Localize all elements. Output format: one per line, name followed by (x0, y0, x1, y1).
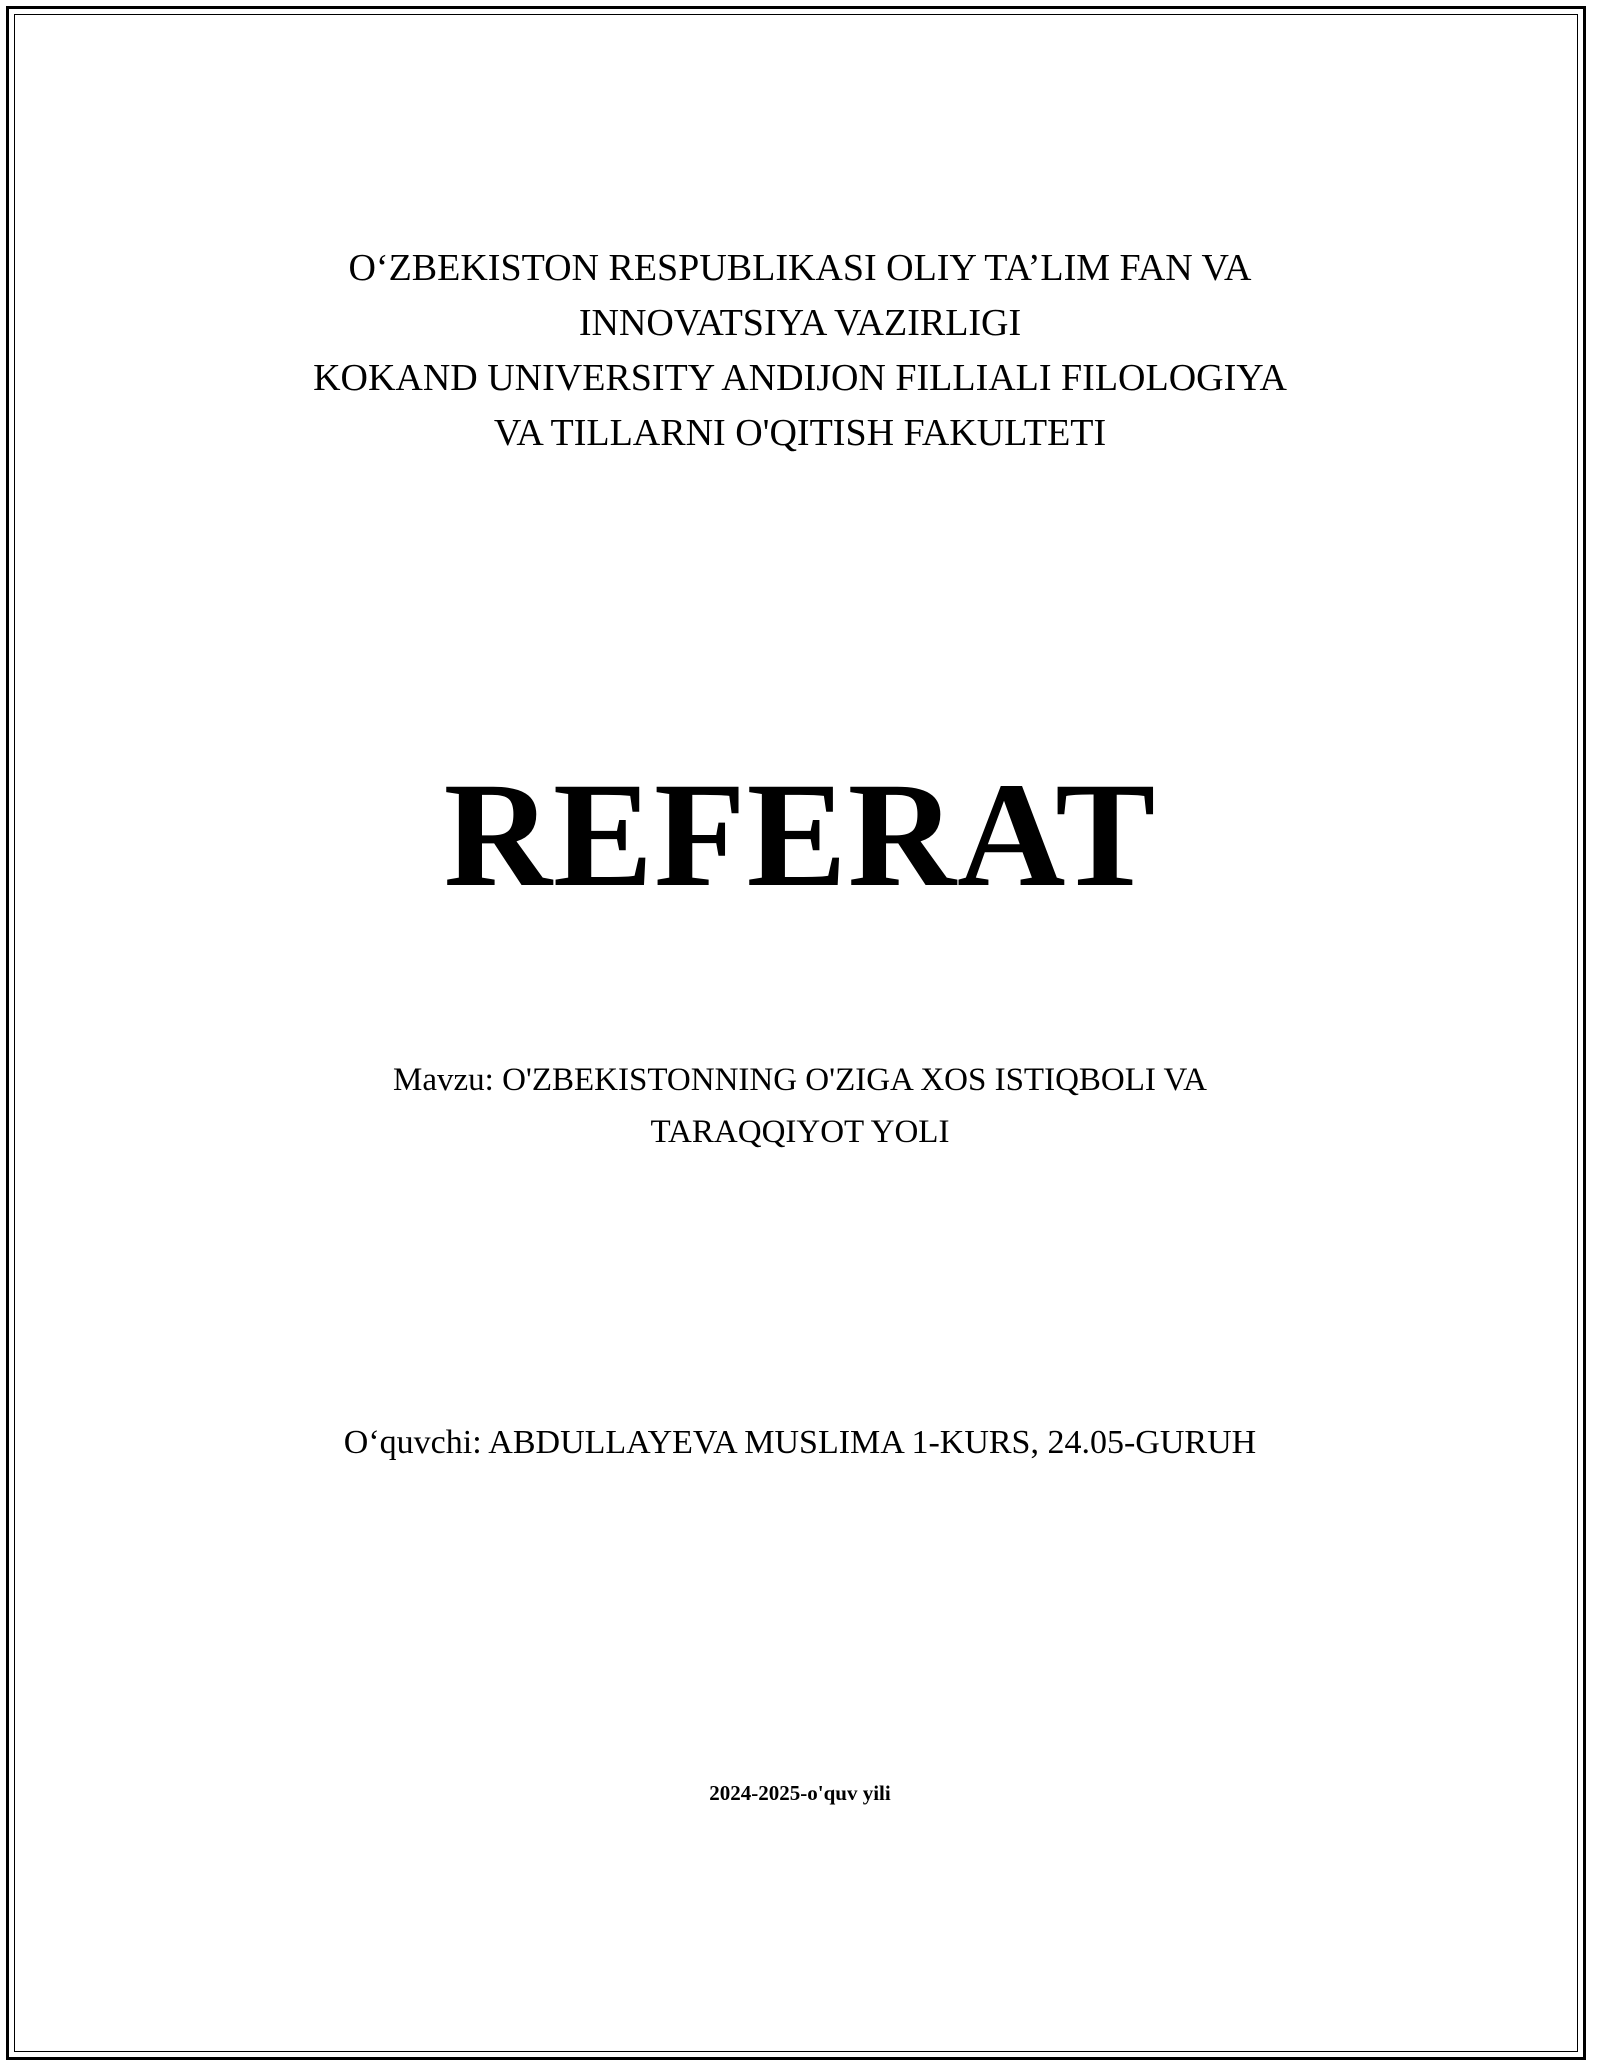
academic-year: 2024-2025-o'quv yili (709, 1781, 891, 1805)
heading-line: KOKAND UNIVERSITY ANDIJON FILLIALI FILOLOGIYA (313, 357, 1287, 399)
heading-line: O‘ZBEKISTON RESPUBLIKASI OLIY TA’LIM FAN VA (348, 247, 1252, 289)
document-title: REFERAT (443, 752, 1157, 918)
heading-line: INNOVATSIYA VAZIRLIGI (578, 302, 1022, 344)
subject-topic (0, 1054, 1600, 1158)
student-info: O‘quvchi: ABDULLAYEVA MUSLIMA 1-KURS, 24.05-GURUH (343, 1424, 1257, 1461)
subject-line: TARAQQIYOT YOLI (650, 1114, 950, 1150)
institution-heading (0, 241, 1600, 461)
heading-line: VA TILLARNI O'QITISH FAKULTETI (493, 412, 1107, 454)
subject-line: Mavzu: O'ZBEKISTONNING O'ZIGA XOS ISTIQBOLI VA (393, 1062, 1207, 1098)
